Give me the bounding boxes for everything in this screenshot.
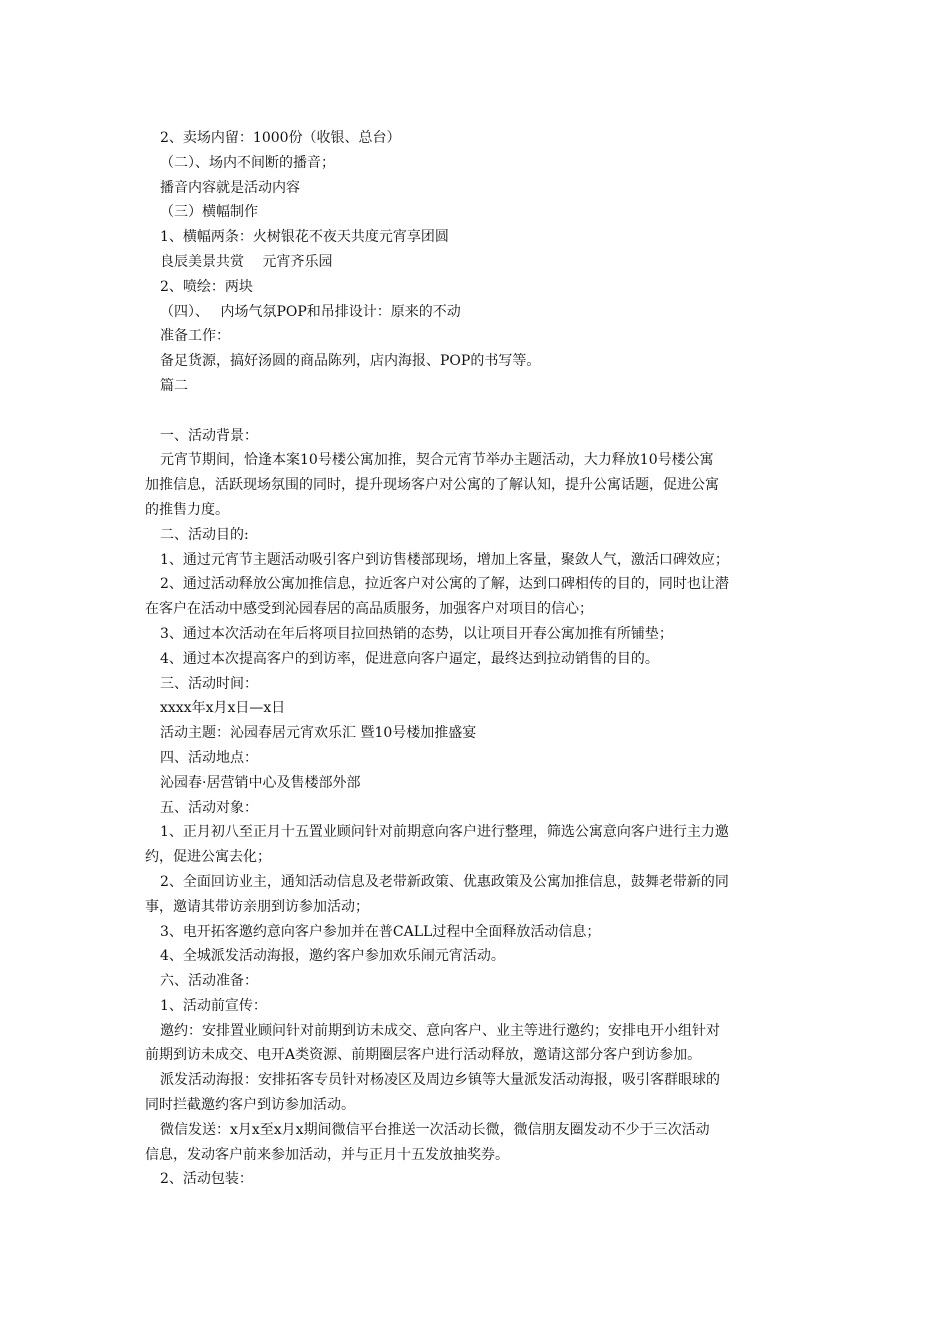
text-line: 2、喷绘：两块	[160, 278, 253, 295]
text-line: 同时拦截邀约客户到访参加活动。	[145, 1097, 355, 1114]
text-line: 元宵节期间，恰逢本案10号楼公寓加推，契合元宵节举办主题活动，大力释放10号楼公寓	[160, 452, 714, 469]
section-heading: 一、活动背景：	[160, 427, 258, 444]
text-line: 3、电开拓客邀约意向客户参加并在普CALL过程中全面释放活动信息；	[160, 923, 601, 940]
blank-line	[145, 399, 810, 424]
text-line: 1、正月初八至正月十五置业顾问针对前期意向客户进行整理，筛选公寓意向客户进行主力邀	[160, 824, 729, 841]
section-heading: 四、活动地点：	[160, 749, 258, 766]
text-line: 良辰美景共赏 元宵齐乐园	[160, 253, 333, 270]
text-line: 1、横幅两条：火树银花不夜天共度元宵享团圆	[160, 229, 449, 246]
document-body	[145, 126, 810, 1192]
text-line: 邀约：安排置业顾问针对前期到访未成交、意向客户、业主等进行邀约；安排电开小组针对	[160, 1022, 720, 1039]
text-line: （三）横幅制作	[160, 204, 258, 221]
text-line: 备足货源，搞好汤圆的商品陈列，店内海报、POP的书写等。	[160, 353, 541, 370]
text-line: （四）、 内场气氛POP和吊排设计：原来的不动	[160, 303, 461, 320]
text-line: 微信发送：x月x至x月x期间微信平台推送一次活动长微，微信朋友圈发动不少于三次活动	[160, 1121, 710, 1138]
text-line: 2、活动包装：	[160, 1171, 253, 1188]
text-line: 活动主题：沁园春居元宵欢乐汇 暨10号楼加推盛宴	[160, 725, 477, 742]
text-line: 沁园春·居营销中心及售楼部外部	[160, 774, 361, 791]
text-line: 准备工作：	[160, 328, 230, 345]
text-line: 约，促进公寓去化；	[145, 849, 271, 866]
section-heading: 六、活动准备：	[160, 973, 258, 990]
text-line: xxxx年x月x日—x日	[160, 700, 286, 717]
text-line: 3、通过本次活动在年后将项目拉回热销的态势，以让项目开春公寓加推有所铺垫；	[160, 625, 673, 642]
text-line: 1、通过元宵节主题活动吸引客户到访售楼部现场，增加上客量，聚敛人气，激活口碑效应；	[160, 551, 729, 568]
text-line: 的推售力度。	[145, 501, 229, 518]
text-line: 信息，发动客户前来参加活动，并与正月十五发放抽奖券。	[145, 1146, 509, 1163]
text-line: （二）、场内不间断的播音；	[160, 154, 335, 171]
text-line: 2、卖场内留：1000份（收银、总台）	[160, 130, 401, 146]
text-line: 前期到访未成交、电开A类资源、前期圈层客户进行活动释放，邀请这部分客户到访参加。	[145, 1047, 702, 1064]
section-heading: 二、活动目的:	[160, 526, 249, 543]
section-heading: 五、活动对象：	[160, 799, 258, 816]
text-line: 播音内容就是活动内容	[160, 179, 300, 196]
text-line: 2、全面回访业主，通知活动信息及老带新政策、优惠政策及公寓加推信息，鼓舞老带新的同	[160, 873, 729, 890]
text-line: 4、全城派发活动海报，邀约客户参加欢乐闹元宵活动。	[160, 948, 505, 965]
section-heading: 篇二	[160, 377, 188, 394]
text-line: 派发活动海报：安排拓客专员针对杨凌区及周边乡镇等大量派发活动海报，吸引客群眼球的	[160, 1072, 720, 1089]
text-line: 事，邀请其带访亲朋到访参加活动；	[145, 898, 369, 915]
text-line: 4、通过本次提高客户的到访率，促进意向客户逼定，最终达到拉动销售的目的。	[160, 650, 659, 667]
text-line: 2、通过活动释放公寓加推信息，拉近客户对公寓的了解，达到口碑相传的目的，同时也让潜	[160, 576, 729, 593]
section-heading: 三、活动时间：	[160, 675, 258, 692]
text-line: 在客户在活动中感受到沁园春居的高品质服务，加强客户对项目的信心；	[145, 601, 593, 618]
text-line: 加推信息，活跃现场氛围的同时，提升现场客户对公寓的了解认知，提升公寓话题，促进公寓	[145, 477, 719, 494]
text-line: 1、活动前宣传：	[160, 997, 267, 1014]
